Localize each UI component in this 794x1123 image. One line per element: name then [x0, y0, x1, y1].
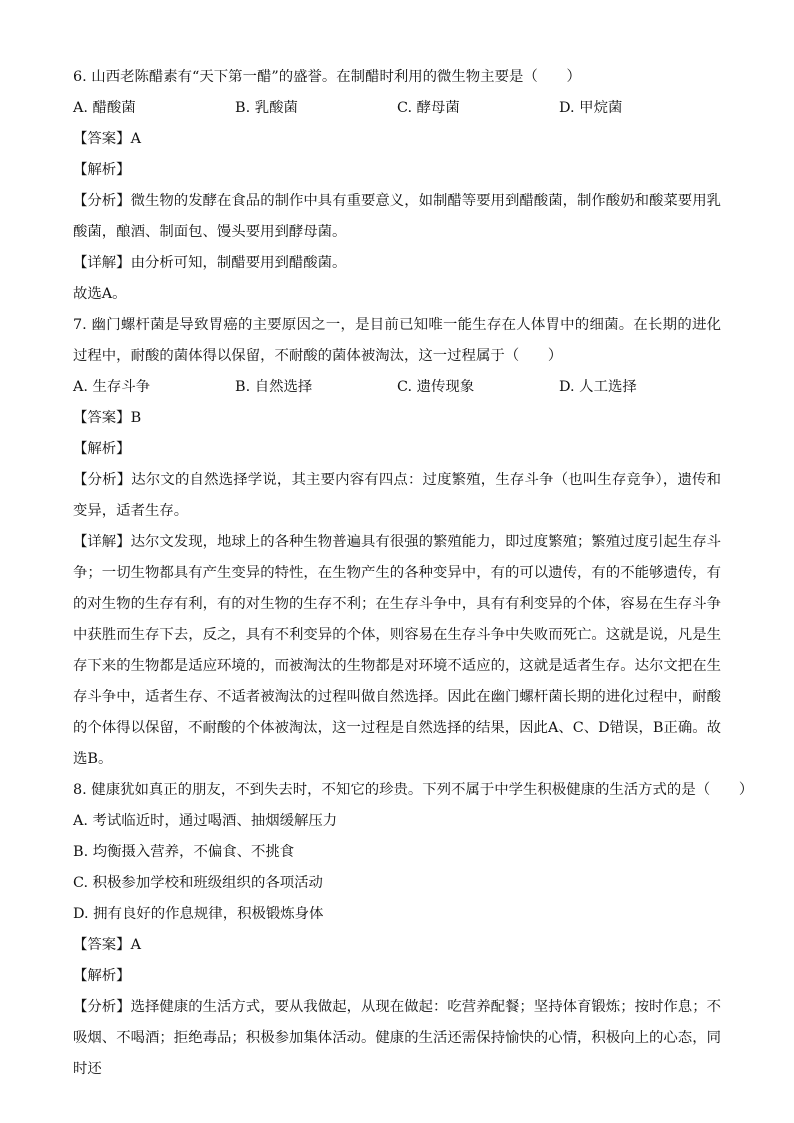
question-8-option-a: A. 考试临近时，通过喝酒、抽烟缓解压力: [73, 813, 338, 829]
question-6-options: [73, 93, 721, 124]
question-7-answer: 【答案】B: [73, 410, 142, 426]
question-6-xiangjie: 【详解】由分析可知，制醋要用到醋酸菌。: [73, 255, 347, 271]
question-7-stem: 7. 幽门螺杆菌是导致胃癌的主要原因之一，是目前已知唯一能生存在人体胃中的细菌。在长期的进化过程中，耐酸的菌体得以保留，不耐酸的菌体被淘汰，这一过程属于（ ）: [73, 317, 721, 364]
question-8-option-b: B. 均衡摄入营养，不偏食、不挑食: [73, 844, 295, 860]
question-6-answer: 【答案】A: [73, 131, 141, 147]
question-7-options: [73, 372, 721, 403]
question-7-fenxi: 【分析】达尔文的自然选择学说，其主要内容有四点：过度繁殖，生存斗争（也叫生存竞争），遗传和变异，适者生存。: [73, 472, 721, 519]
question-8-option-c: C. 积极参加学校和班级组织的各项活动: [73, 875, 323, 891]
question-7-option-b: B. 自然选择: [235, 379, 313, 395]
question-8-option-d: D. 拥有良好的作息规律，积极锻炼身体: [73, 906, 324, 922]
question-6-fenxi: 【分析】微生物的发酵在食品的制作中具有重要意义，如制醋等要用到醋酸菌，制作酸奶和酸菜要用乳酸菌，酿酒、制面包、馒头要用到酵母菌。: [73, 193, 721, 240]
question-7-option-c: C. 遗传现象: [397, 379, 475, 395]
question-7-xiangjie: 【详解】达尔文发现，地球上的各种生物普遍具有很强的繁殖能力，即过度繁殖；繁殖过度引起生存斗争；一切生物都具有产生变异的特性，在生物产生的各种变异中，有的可以遗传，有的不能够遗传，有的对生物的生存有利，有的对生物的生存不利；在生存斗争中，具有有利变异的个体，容易在生存斗争中获胜而生存下去，反之，具有不利变异的个体，则容易在生存斗争中失败而死亡。这就是说，凡是生存下来的生物都是适应环境的，而被淘汰的生物都是对环境不适应的，这就是适者生存。达尔文把在生存斗争中，适者生存、不适者被淘汰的过程叫做自然选择。因此在幽门螺杆菌长期的进化过程中，耐酸的个体得以保留，不耐酸的个体被淘汰，这一过程是自然选择的结果，因此A、C、D错误，B正确。故选B。: [73, 534, 721, 767]
question-6-option-a: A. 醋酸菌: [73, 100, 136, 116]
question-8-analysis-label: 【解析】: [73, 968, 131, 984]
question-8-answer: 【答案】A: [73, 937, 141, 953]
question-6-option-b: B. 乳酸菌: [235, 100, 298, 116]
question-8-fenxi: 【分析】选择健康的生活方式，要从我做起，从现在做起：吃营养配餐；坚持体育锻炼；按时作息；不吸烟、不喝酒；拒绝毒品；积极参加集体活动。健康的生活还需保持愉快的心情，积极向上的心态，同时还: [73, 999, 721, 1077]
document-content: [73, 62, 754, 1085]
question-6-option-c: C. 酵母菌: [397, 100, 460, 116]
question-6-conclusion: 故选A。: [73, 286, 127, 302]
question-6-option-d: D. 甲烷菌: [559, 100, 623, 116]
question-6-stem: 6. 山西老陈醋素有“天下第一醋”的盛誉。在制醋时利用的微生物主要是（ ）: [73, 69, 581, 85]
question-8-stem: 8. 健康犹如真正的朋友，不到失去时，不知它的珍贵。下列不属于中学生积极健康的生活方式的是（ ）: [73, 782, 754, 798]
question-7-option-d: D. 人工选择: [559, 379, 637, 395]
question-7-analysis-label: 【解析】: [73, 441, 131, 457]
question-7-option-a: A. 生存斗争: [73, 379, 151, 395]
question-6-analysis-label: 【解析】: [73, 162, 131, 178]
